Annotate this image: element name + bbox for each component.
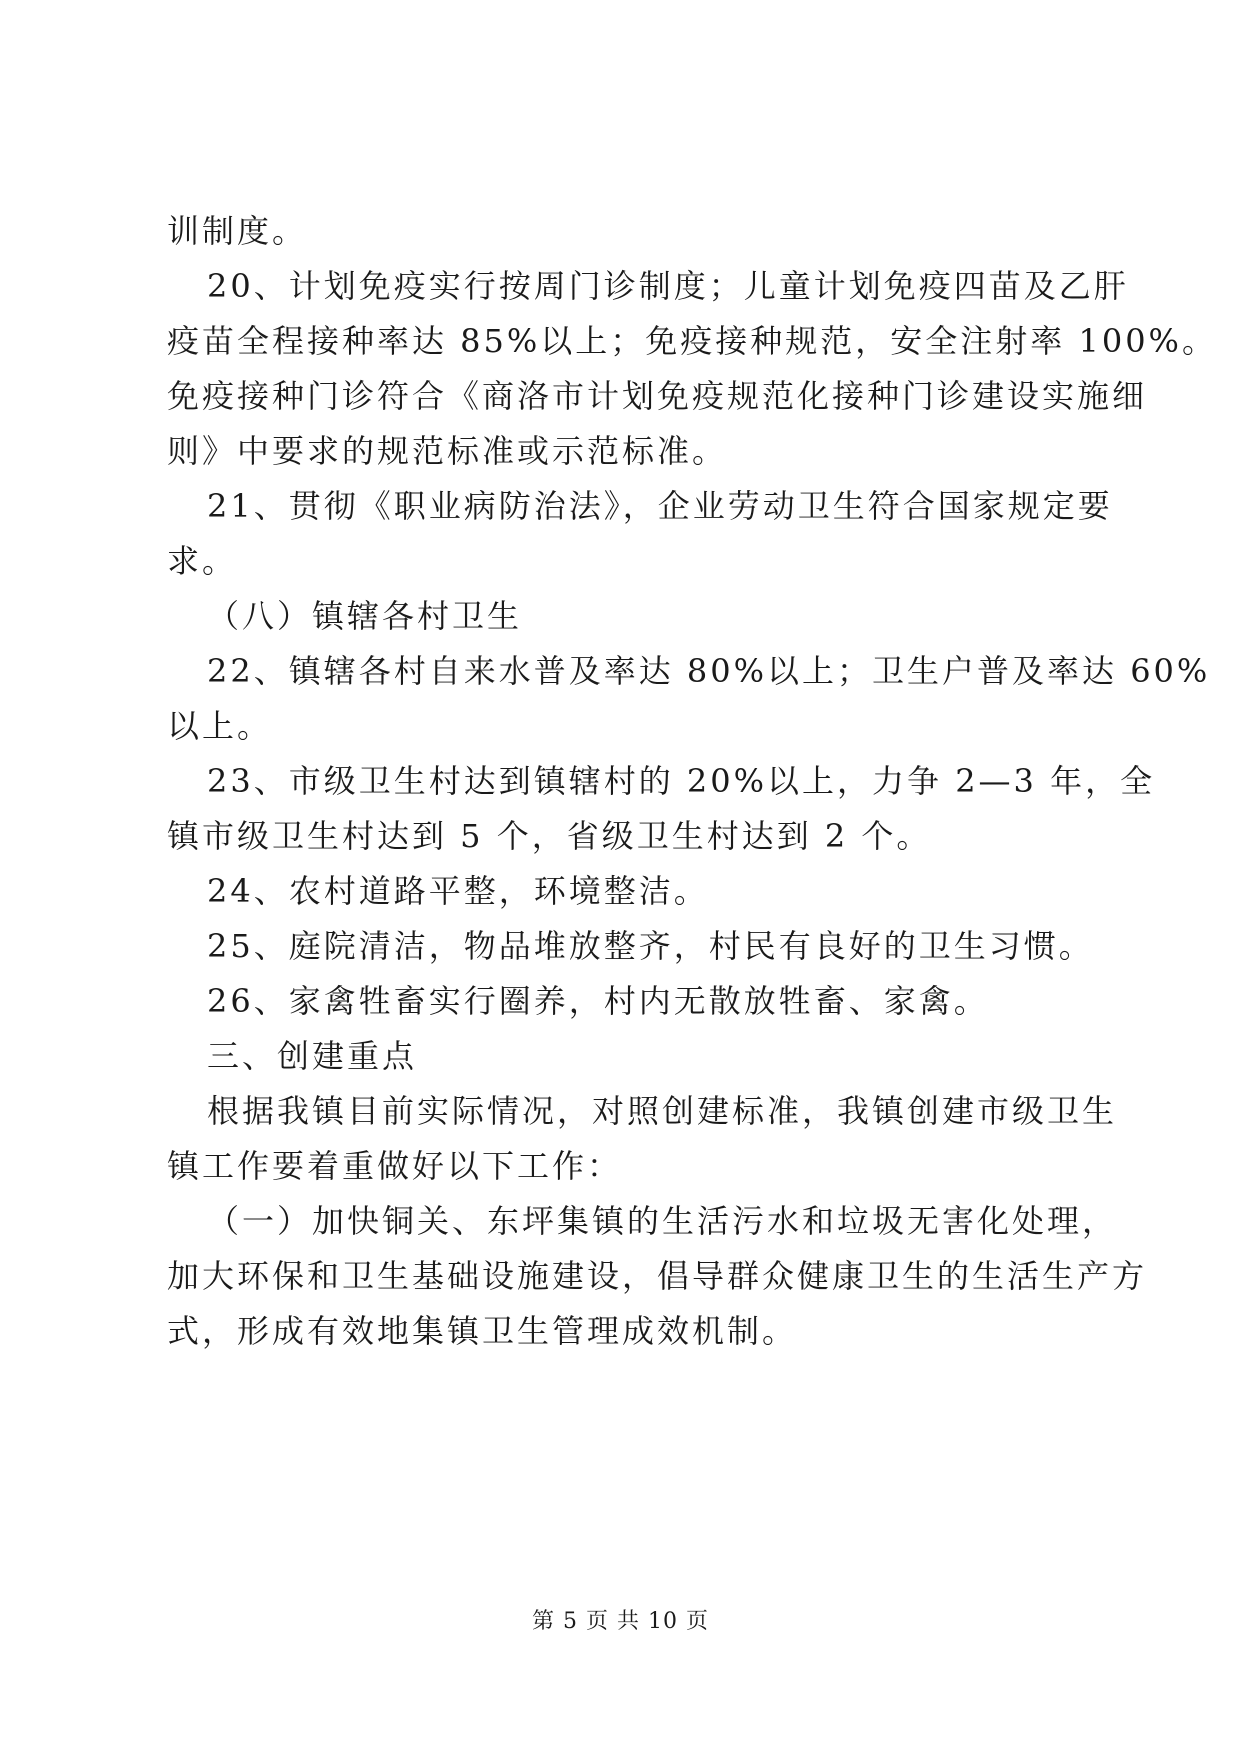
text-line: 以上。: [167, 707, 273, 745]
text-line: 训制度。: [167, 212, 308, 250]
text-line: 21、贯彻《职业病防治法》，企业劳动卫生符合国家规定要: [207, 487, 1113, 525]
text-line: 求。: [167, 542, 238, 580]
text-line: 26、家禽牲畜实行圈养，村内无散放牲畜、家禽。: [207, 982, 989, 1020]
section-heading: 三、创建重点: [207, 1037, 418, 1075]
text-line: 加大环保和卫生基础设施建设，倡导群众健康卫生的生活生产方: [167, 1257, 1148, 1295]
text-line: 镇市级卫生村达到 5 个，省级卫生村达到 2 个。: [167, 817, 932, 855]
text-line: 20、计划免疫实行按周门诊制度；儿童计划免疫四苗及乙肝: [207, 267, 1129, 305]
text-line: （一）加快铜关、东坪集镇的生活污水和垃圾无害化处理，: [207, 1202, 1118, 1240]
text-line: 免疫接种门诊符合《商洛市计划免疫规范化接种门诊建设实施细: [167, 377, 1148, 415]
text-line: 24、农村道路平整，环境整洁。: [207, 872, 709, 910]
text-line: 25、庭院清洁，物品堆放整齐，村民有良好的卫生习惯。: [207, 927, 1094, 965]
text-line: 疫苗全程接种率达 85%以上；免疫接种规范，安全注射率 100%。: [167, 322, 1217, 360]
text-line: 根据我镇目前实际情况，对照创建标准，我镇创建市级卫生: [207, 1092, 1118, 1130]
page-number-footer: 第 5 页 共 10 页: [532, 1609, 709, 1634]
section-heading: （八）镇辖各村卫生: [207, 597, 523, 635]
text-line: 则》中要求的规范标准或示范标准。: [167, 432, 728, 470]
text-line: 23、市级卫生村达到镇辖村的 20%以上，力争 2—3 年，全: [207, 762, 1156, 800]
text-line: 22、镇辖各村自来水普及率达 80%以上；卫生户普及率达 60%: [207, 652, 1211, 690]
text-line: 镇工作要着重做好以下工作：: [167, 1147, 623, 1185]
text-line: 式，形成有效地集镇卫生管理成效机制。: [167, 1312, 798, 1350]
